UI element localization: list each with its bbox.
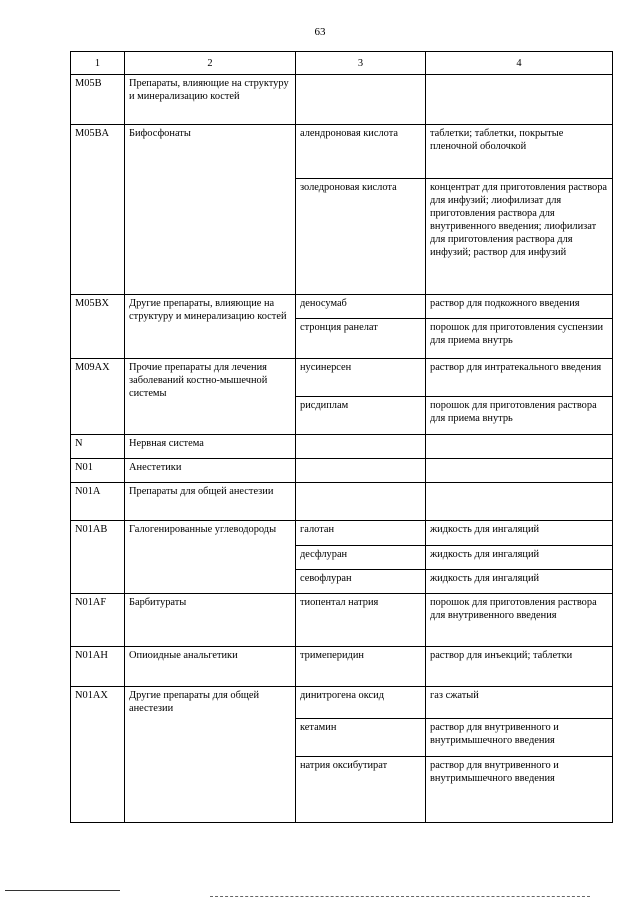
- dosage-form-cell: [426, 75, 613, 125]
- table-row: [71, 483, 613, 521]
- atc-code: M05BX: [71, 295, 125, 359]
- atc-group: Бифосфонаты: [125, 125, 296, 295]
- drug-name-cell: [296, 459, 426, 483]
- atc-code: N01AX: [71, 687, 125, 823]
- drug-classification-table: [70, 51, 613, 823]
- atc-code: N01AB: [71, 521, 125, 594]
- atc-group: Барбитураты: [125, 594, 296, 647]
- table-row: [71, 459, 613, 483]
- dosage-form: раствор для инъекций; таблетки: [426, 647, 613, 687]
- dosage-form: концентрат для приготовления раствора для инфузий; лиофилизат для приготовления раствора для внутривенного введения; лиофилизат для приготовления раствора для инфузий; раствор для инфузий: [426, 179, 613, 295]
- page-number: 63: [314, 26, 326, 38]
- drug-name-cell: [296, 435, 426, 459]
- atc-code: N01: [71, 459, 125, 483]
- drug-name: севофлуран: [296, 570, 426, 594]
- atc-group: Анестетики: [125, 459, 296, 483]
- table-row: [71, 687, 613, 719]
- dosage-form: жидкость для ингаляций: [426, 521, 613, 546]
- dosage-form: раствор для внутривенного и внутримышечного введения: [426, 757, 613, 823]
- column-header-3: 3: [296, 52, 426, 75]
- drug-name: десфлуран: [296, 546, 426, 570]
- dosage-form: газ сжатый: [426, 687, 613, 719]
- atc-code: M05BA: [71, 125, 125, 295]
- drug-name: алендроновая кислота: [296, 125, 426, 179]
- atc-code: N01AF: [71, 594, 125, 647]
- dosage-form-cell: [426, 483, 613, 521]
- drug-name: тиопентал натрия: [296, 594, 426, 647]
- drug-name: динитрогена оксид: [296, 687, 426, 719]
- table-row: [71, 647, 613, 687]
- drug-name-cell: [296, 75, 426, 125]
- dosage-form: раствор для внутривенного и внутримышечного введения: [426, 719, 613, 757]
- atc-group: Препараты, влияющие на структуру и минерализацию костей: [125, 75, 296, 125]
- dosage-form-cell: [426, 435, 613, 459]
- atc-group: Галогенированные углеводороды: [125, 521, 296, 594]
- drug-name-cell: [296, 483, 426, 521]
- dosage-form: таблетки; таблетки, покрытые пленочной оболочкой: [426, 125, 613, 179]
- atc-group: Другие препараты, влияющие на структуру и минерализацию костей: [125, 295, 296, 359]
- drug-name: рисдиплам: [296, 397, 426, 435]
- table-row: [71, 125, 613, 179]
- dosage-form: порошок для приготовления раствора для внутривенного введения: [426, 594, 613, 647]
- dosage-form: порошок для приготовления раствора для приема внутрь: [426, 397, 613, 435]
- dosage-form: жидкость для ингаляций: [426, 546, 613, 570]
- drug-name: золедроновая кислота: [296, 179, 426, 295]
- atc-group: Другие препараты для общей анестезии: [125, 687, 296, 823]
- column-header-4: 4: [426, 52, 613, 75]
- atc-code: N: [71, 435, 125, 459]
- table-row: [71, 521, 613, 546]
- table-row: [71, 75, 613, 125]
- footer-rule-left: [5, 890, 120, 891]
- drug-name: стронция ранелат: [296, 319, 426, 359]
- dosage-form: жидкость для ингаляций: [426, 570, 613, 594]
- drug-name: тримеперидин: [296, 647, 426, 687]
- drug-name: галотан: [296, 521, 426, 546]
- drug-name: нусинерсен: [296, 359, 426, 397]
- footer-rule-right: [210, 896, 590, 898]
- table-header-row: [71, 52, 613, 75]
- atc-group: Нервная система: [125, 435, 296, 459]
- dosage-form-cell: [426, 459, 613, 483]
- atc-code: M09AX: [71, 359, 125, 435]
- atc-group: Опиоидные анальгетики: [125, 647, 296, 687]
- atc-group: Прочие препараты для лечения заболеваний костно-мышечной системы: [125, 359, 296, 435]
- dosage-form: порошок для приготовления суспензии для приема внутрь: [426, 319, 613, 359]
- drug-name: деносумаб: [296, 295, 426, 319]
- atc-group: Препараты для общей анестезии: [125, 483, 296, 521]
- table-row: [71, 594, 613, 647]
- column-header-1: 1: [71, 52, 125, 75]
- atc-code: M05B: [71, 75, 125, 125]
- column-header-2: 2: [125, 52, 296, 75]
- drug-name: натрия оксибутират: [296, 757, 426, 823]
- atc-code: N01AH: [71, 647, 125, 687]
- table-row: [71, 295, 613, 319]
- table-row: [71, 435, 613, 459]
- dosage-form: раствор для подкожного введения: [426, 295, 613, 319]
- drug-name: кетамин: [296, 719, 426, 757]
- dosage-form: раствор для интратекального введения: [426, 359, 613, 397]
- atc-code: N01A: [71, 483, 125, 521]
- table-row: [71, 359, 613, 397]
